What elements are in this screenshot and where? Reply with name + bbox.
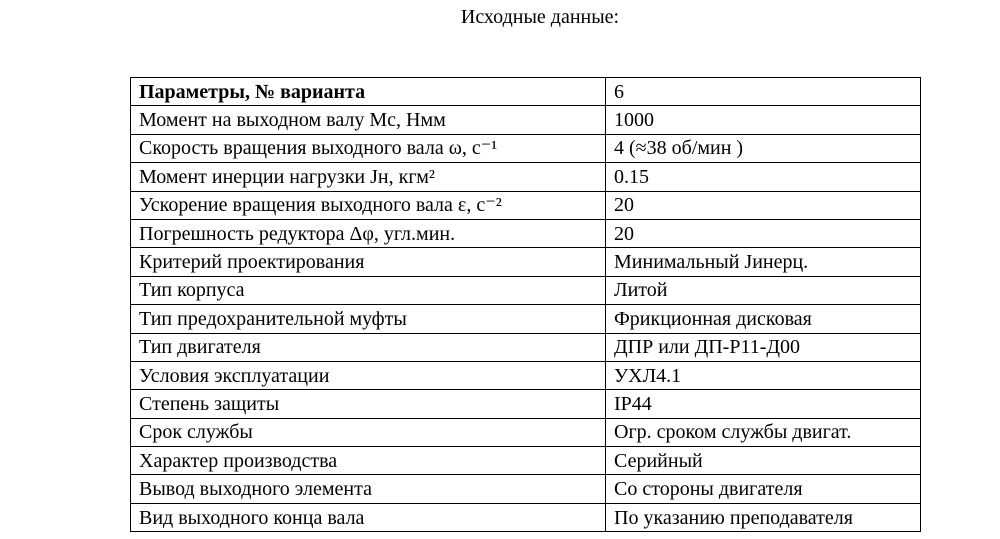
parameter-cell: Ускорение вращения выходного вала ε, с⁻² (131, 191, 606, 219)
parameter-cell: Характер производства (131, 447, 606, 475)
value-cell: Серийный (606, 447, 921, 475)
table-row (131, 447, 921, 475)
table-row (131, 191, 921, 219)
parameter-cell: Тип корпуса (131, 276, 606, 304)
value-cell: Огр. сроком службы двигат. (606, 418, 921, 446)
parameter-cell: Условия эксплуатации (131, 361, 606, 389)
table-row (131, 134, 921, 162)
table-row (131, 418, 921, 446)
value-cell: Фрикционная дисковая (606, 305, 921, 333)
value-cell: IP44 (606, 390, 921, 418)
parameter-cell: Вид выходного конца вала (131, 503, 606, 531)
table-row (131, 106, 921, 134)
value-cell: Со стороны двигателя (606, 475, 921, 503)
parameter-cell: Скорость вращения выходного вала ω, с⁻¹ (131, 134, 606, 162)
table-row (131, 305, 921, 333)
parameter-cell: Вывод выходного элемента (131, 475, 606, 503)
table-row (131, 219, 921, 247)
value-cell: Минимальный Jинерц. (606, 248, 921, 276)
value-cell: 1000 (606, 106, 921, 134)
parameters-table (130, 77, 921, 532)
table-row (131, 503, 921, 531)
parameter-cell: Момент инерции нагрузки Jн, кгм² (131, 163, 606, 191)
header-parameter-cell: Параметры, № варианта (131, 78, 606, 106)
table-row (131, 163, 921, 191)
value-cell: 0.15 (606, 163, 921, 191)
table-row (131, 390, 921, 418)
table-row (131, 361, 921, 389)
parameter-cell: Момент на выходном валу Мс, Нмм (131, 106, 606, 134)
table-row (131, 276, 921, 304)
header-value-cell: 6 (606, 78, 921, 106)
parameter-cell: Степень защиты (131, 390, 606, 418)
table-row (131, 248, 921, 276)
table-row (131, 333, 921, 361)
document-title: Исходные данные: (460, 6, 620, 28)
parameter-cell: Погрешность редуктора Δφ, угл.мин. (131, 219, 606, 247)
value-cell: По указанию преподавателя (606, 503, 921, 531)
table-header-row (131, 78, 921, 106)
value-cell: 20 (606, 191, 921, 219)
table-row (131, 475, 921, 503)
parameter-cell: Срок службы (131, 418, 606, 446)
value-cell: УХЛ4.1 (606, 361, 921, 389)
value-cell: 20 (606, 219, 921, 247)
parameter-cell: Тип двигателя (131, 333, 606, 361)
value-cell: ДПР или ДП-Р11-Д00 (606, 333, 921, 361)
parameter-cell: Критерий проектирования (131, 248, 606, 276)
value-cell: 4 (≈38 об/мин ) (606, 134, 921, 162)
parameter-cell: Тип предохранительной муфты (131, 305, 606, 333)
value-cell: Литой (606, 276, 921, 304)
